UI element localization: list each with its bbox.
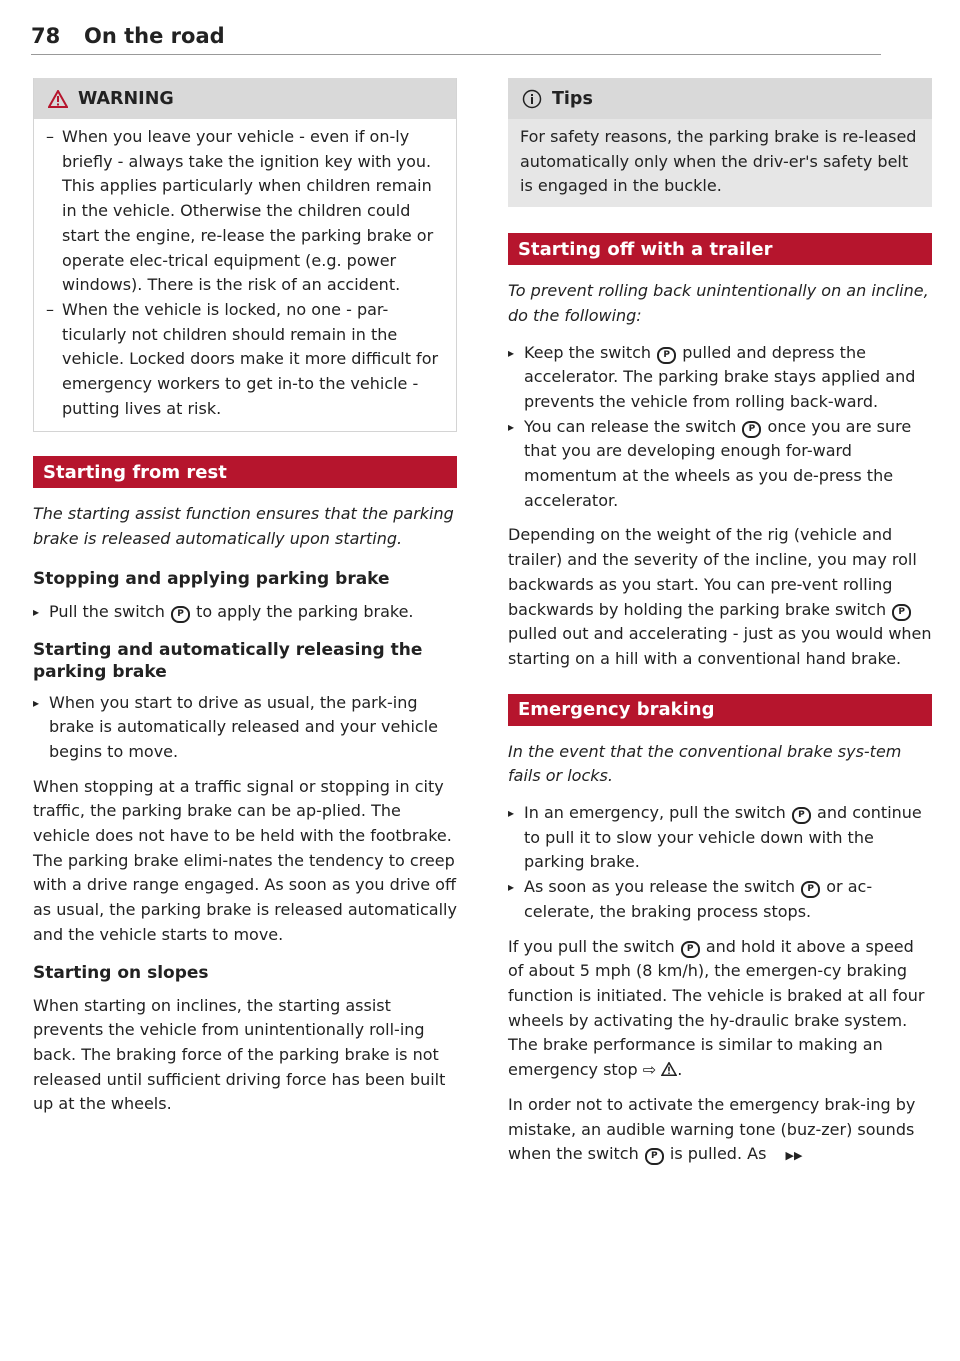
trailer-paragraph bbox=[508, 523, 932, 671]
step-text: once you are sure that you are developing enough for-ward momentum at the wheels as you de-press the accelerator. bbox=[524, 416, 912, 510]
emergency-steps bbox=[508, 801, 932, 925]
warning-item: – When the vehicle is locked, no one - par-ticularly not children should remain in the vehicle. Locked doors make it more difficult for emergency workers to get in-to the vehicle - putting lives at risk. bbox=[46, 298, 444, 422]
parking-brake-icon: P bbox=[681, 941, 700, 958]
info-icon bbox=[522, 89, 542, 109]
step-text: Keep the switch bbox=[524, 342, 652, 362]
left-column bbox=[33, 78, 457, 1117]
step-text: In an emergency, pull the switch bbox=[524, 803, 786, 823]
trailer-intro: To prevent rolling back unintentionally on an incline, do the following: bbox=[508, 281, 929, 325]
step-item bbox=[508, 415, 932, 514]
emergency-intro: In the event that the conventional brake sys-tem fails or locks. bbox=[508, 741, 902, 786]
page-number: 78 bbox=[31, 24, 61, 48]
auto-release-heading: Starting and automatically releasing the parking brake bbox=[33, 639, 423, 682]
para-text: . bbox=[677, 1060, 683, 1080]
starting-from-rest-heading: Starting from rest bbox=[33, 456, 457, 488]
warning-header bbox=[34, 78, 456, 119]
step-item bbox=[508, 341, 932, 415]
emergency-paragraph-2 bbox=[508, 1093, 932, 1169]
page-header bbox=[31, 22, 881, 55]
para-text: If you pull the switch bbox=[508, 936, 675, 956]
step-text: and continue to pull it to slow your vehicle down with the parking brake. bbox=[524, 803, 922, 872]
trailer-steps bbox=[508, 341, 932, 514]
continue-arrow-icon: ▶▶ bbox=[785, 1149, 803, 1163]
tips-header bbox=[508, 78, 932, 119]
right-column bbox=[508, 78, 932, 1169]
parking-brake-icon: P bbox=[892, 604, 911, 621]
emergency-heading: Emergency braking bbox=[508, 694, 932, 726]
para-text: is pulled. As bbox=[669, 1144, 767, 1164]
parking-brake-icon: P bbox=[657, 347, 676, 364]
warning-triangle-icon bbox=[48, 90, 68, 108]
para-text: and hold it above a speed of about 5 mph (8 km/h), the emergen-cy braking function is initiated. The vehicle is braked at all four wheels by activating the hy-draulic brake system. The brake performance is similar to making an emergency stop bbox=[508, 936, 925, 1080]
step-text: to apply the parking brake. bbox=[196, 601, 414, 621]
step-text: As soon as you release the switch bbox=[524, 877, 796, 897]
step-text: You can release the switch bbox=[524, 416, 737, 436]
warning-title: WARNING bbox=[78, 88, 174, 109]
tips-title: Tips bbox=[552, 88, 593, 109]
step-item: ▸ When you start to drive as usual, the park-ing brake is automatically released and your vehicle begins to move. bbox=[33, 691, 457, 765]
warning-list bbox=[46, 125, 444, 421]
warning-small-icon bbox=[661, 1060, 677, 1079]
trailer-heading: Starting off with a trailer bbox=[508, 233, 932, 265]
emergency-paragraph-1 bbox=[508, 935, 932, 1083]
stopping-steps bbox=[33, 600, 457, 625]
para-text: pulled out and accelerating - just as you would when starting on a hill with a conventional hand brake. bbox=[508, 624, 932, 668]
tips-box bbox=[508, 78, 932, 207]
step-text: or ac-celerate, the braking process stops. bbox=[524, 877, 873, 921]
step-item bbox=[33, 600, 457, 625]
slopes-heading: Starting on slopes bbox=[33, 962, 209, 983]
parking-brake-icon: P bbox=[792, 807, 811, 824]
tips-text: For safety reasons, the parking brake is re-leased automatically only when the driv-er's safety belt is engaged in the buckle. bbox=[520, 127, 917, 196]
auto-release-paragraph: When stopping at a traffic signal or stopping in city traffic, the parking brake can be ap-plied. The vehicle does not have to be held with the footbrake. The parking brake elimi-nates the tendency to creep with a drive range engaged. As soon as you drive off as usual, the parking brake is released automatically and the vehicle starts to move. bbox=[33, 776, 457, 944]
step-text: pulled and depress the accelerator. The parking brake stays applied and prevents the vehicle from rolling back-ward. bbox=[524, 342, 916, 411]
section-title: On the road bbox=[84, 24, 225, 48]
step-item bbox=[508, 801, 932, 875]
starting-from-rest-intro: The starting assist function ensures that the parking brake is released automatically upon starting. bbox=[33, 504, 454, 549]
auto-release-steps bbox=[33, 691, 457, 765]
para-text: In order not to activate the emergency brak-ing by mistake, an audible warning tone (buz-zer) sounds when the switch bbox=[508, 1094, 916, 1164]
warning-item: – When you leave your vehicle - even if on-ly briefly - always take the ignition key with you. This applies particularly when children remain in the vehicle. Otherwise the children could start the engine, re-lease the parking brake or operate elec-trical equipment (e.g. power windows). There is the risk of an accident. bbox=[46, 125, 444, 298]
parking-brake-icon: P bbox=[645, 1148, 664, 1165]
slopes-paragraph: When starting on inclines, the starting assist prevents the vehicle from unintentionally roll-ing back. The braking force of the parking brake is not released until sufficient driving force has been built up at the wheels. bbox=[33, 995, 446, 1114]
parking-brake-icon: P bbox=[171, 606, 190, 623]
cross-reference-link[interactable]: ⇨ bbox=[642, 1060, 657, 1080]
step-text: Pull the switch bbox=[49, 601, 165, 621]
parking-brake-icon: P bbox=[742, 421, 761, 438]
parking-brake-icon: P bbox=[801, 881, 820, 898]
warning-box bbox=[33, 78, 457, 432]
step-item bbox=[508, 875, 932, 924]
para-text: Depending on the weight of the rig (vehicle and trailer) and the severity of the incline, you may roll backwards as you start. You can pre-vent rolling backwards by holding the parking brake switch bbox=[508, 525, 917, 619]
stopping-applying-heading: Stopping and applying parking brake bbox=[33, 568, 390, 589]
